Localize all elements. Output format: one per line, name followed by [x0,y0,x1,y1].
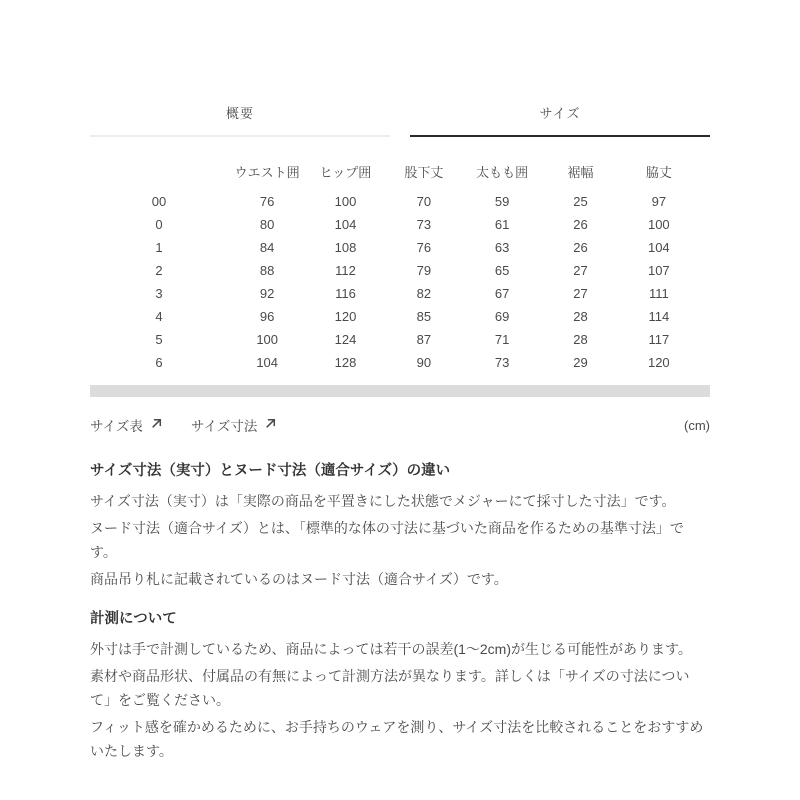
cell-value: 87 [416,332,432,347]
cell-value: 65 [494,263,510,278]
external-link-arrow-icon [150,417,163,433]
cell-value: 100 [334,194,357,209]
section-measurement [90,609,710,763]
table-row [90,259,698,282]
cell-value: 67 [494,286,510,301]
section-paragraph: 外寸は手で計測しているため、商品によっては若干の誤差(1〜2cm)が生じる可能性があります。 [90,641,692,657]
unit-label: (cm) [684,417,710,433]
cell-value: 80 [259,217,275,232]
cell-value: 120 [334,309,357,324]
table-row [90,328,698,351]
tab-bar [90,95,710,137]
table-row [90,282,698,305]
cell-value: 96 [259,309,275,324]
column-header: 股下丈 [404,164,444,180]
cell-value: 120 [647,355,670,370]
cell-value: 59 [494,194,510,209]
cell-value: 71 [494,332,510,347]
cell-value: 124 [334,332,357,347]
cell-value: 61 [494,217,510,232]
table-row [90,305,698,328]
column-header: ウエスト囲 [234,164,300,180]
cell-value: 88 [259,263,275,278]
cell-value: 128 [334,355,357,370]
column-header: 裾幅 [567,164,594,180]
size-label: 0 [155,217,163,232]
size-chart-panel [90,0,710,763]
cell-value: 26 [573,240,588,255]
size-label: 5 [155,332,163,347]
size-label: 00 [151,194,167,209]
cell-value: 76 [259,194,275,209]
size-dimensions-link[interactable] [191,415,277,435]
column-header: ヒップ囲 [319,164,372,180]
cell-value: 85 [416,309,432,324]
cell-value: 73 [494,355,510,370]
cell-value: 27 [573,286,588,301]
section-heading: 計測について [90,611,177,627]
cell-value: 116 [335,286,356,301]
links-row [90,415,710,435]
cell-value: 79 [416,263,432,278]
cell-value: 108 [334,240,357,255]
size-label: 4 [155,309,163,324]
cell-value: 70 [416,194,432,209]
section-paragraph: サイズ寸法（実寸）は「実際の商品を平置きにした状態でメジャーにて採寸した寸法」です。 [90,493,676,509]
cell-value: 107 [647,263,670,278]
cell-value: 104 [647,240,670,255]
table-row [90,236,698,259]
cell-value: 114 [648,309,670,324]
section-paragraph: 商品吊り札に記載されているのはヌード寸法（適合サイズ）です。 [90,571,508,587]
cell-value: 29 [573,355,588,370]
table-body [90,190,698,374]
cell-value: 73 [416,217,432,232]
table-header-row [90,157,698,185]
table-row [90,190,698,213]
size-chart-link-label: サイズ表 [90,419,143,434]
size-label: 3 [155,286,163,301]
cell-value: 117 [648,332,670,347]
cell-value: 92 [259,286,275,301]
cell-value: 90 [416,355,432,370]
cell-value: 100 [256,332,279,347]
cell-value: 84 [259,240,275,255]
size-label: 2 [155,263,163,278]
cell-value: 63 [494,240,510,255]
table-row [90,351,698,374]
cell-value: 26 [573,217,588,232]
tab-size[interactable]: サイズ [410,95,710,137]
cell-value: 27 [573,263,588,278]
cell-value: 104 [256,355,279,370]
size-dimensions-link-label: サイズ寸法 [190,419,258,434]
size-label: 6 [155,355,163,370]
external-link-arrow-icon [264,417,277,433]
tab-overview[interactable]: 概要 [90,95,390,137]
section-paragraph: ヌード寸法（適合サイズ）とは、「標準的な体の寸法に基づいた商品を作るための基準寸法」です。 [90,520,684,560]
cell-value: 111 [648,286,669,301]
size-chart-link[interactable] [90,415,163,435]
cell-value: 100 [647,217,670,232]
cell-value: 28 [573,309,588,324]
cell-value: 104 [334,217,357,232]
table-horizontal-scrollbar[interactable] [90,385,710,397]
column-header: 脇丈 [645,164,672,180]
size-label: 1 [155,240,163,255]
cell-value: 76 [416,240,432,255]
section-paragraph: 素材や商品形状、付属品の有無によって計測方法が異なります。詳しくは「サイズの寸法について」をご覧ください。 [90,668,690,708]
cell-value: 28 [573,332,588,347]
section-paragraph: フィット感を確かめるために、お手持ちのウェアを測り、サイズ寸法を比較されることをおすすめいたします。 [90,719,704,759]
cell-value: 82 [416,286,432,301]
table-row [90,213,698,236]
section-heading: サイズ寸法（実寸）とヌード寸法（適合サイズ）の違い [90,463,451,479]
size-table [90,157,710,374]
cell-value: 69 [494,309,510,324]
column-header: 太もも囲 [476,164,529,180]
cell-value: 112 [335,263,356,278]
section-size-dimensions [90,461,710,591]
cell-value: 25 [573,194,588,209]
cell-value: 97 [651,194,667,209]
